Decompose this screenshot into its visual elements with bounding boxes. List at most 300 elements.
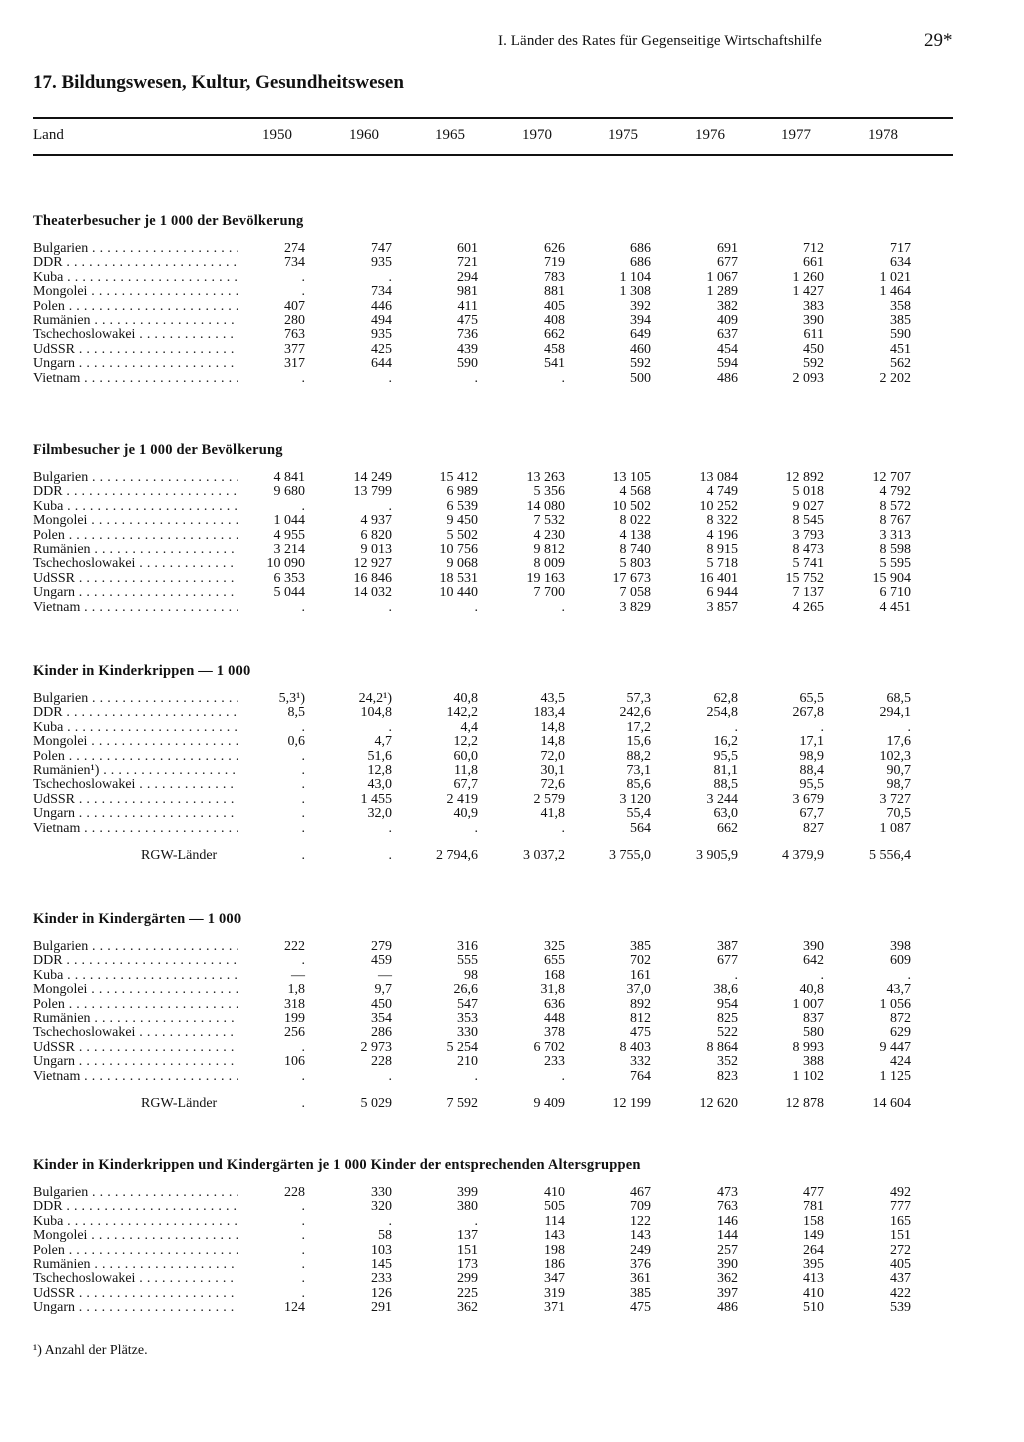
table-cell: 592 [803,356,824,372]
table-top-rule [33,117,953,119]
table-cell: . [388,269,392,285]
table-cell: 500 [630,370,651,386]
table-cell: 12 927 [353,556,392,572]
table-cell: 439 [457,341,478,357]
table-cell: 9 068 [446,556,478,572]
running-head: I. Länder des Rates für Gegenseitige Wirtschaftshilfe [498,33,822,49]
table-cell: 12 620 [699,1095,738,1111]
table-cell: 7 058 [619,585,651,601]
table-cell: 935 [371,255,392,271]
table-cell: 279 [371,939,392,954]
table-cell: 1 087 [879,820,911,836]
table-cell: 390 [717,1256,738,1272]
table-cell: 4 841 [273,470,305,485]
table-cell: . [561,370,565,386]
table-cell: 13 105 [612,470,651,485]
table-row [33,285,953,299]
table-cell: . [820,719,824,735]
table-cell: . [561,599,565,615]
table-cell: 2 202 [879,370,911,386]
table-cell: 40,8 [799,982,824,998]
page-number: 29* [924,30,953,51]
table-cell: 390 [803,312,824,328]
table-cell: . [301,791,305,807]
table-cell: 3 214 [273,541,305,557]
table-cell: 1 007 [792,996,824,1012]
table-row [33,778,953,792]
table-cell: 492 [890,1185,911,1200]
table-cell: 60,0 [453,748,478,764]
table-cell: 629 [890,1025,911,1041]
country-label: Mongolei . . . [33,514,238,528]
table-cell: 126 [371,1285,392,1301]
table-cell: . [561,1068,565,1084]
table-cell: . [301,599,305,615]
table-row [33,1244,953,1258]
table-row [33,1215,953,1229]
table-cell: 580 [803,1025,824,1041]
table-cell: 63,0 [713,806,738,822]
table-cell: 4 138 [619,527,651,543]
country-label: UdSSR . . . [33,1041,238,1055]
table-cell: 72,0 [540,748,565,764]
table-cell: . [561,820,565,836]
table-cell: 409 [717,312,738,328]
country-label: Rumänien . . . [33,1012,238,1026]
table-cell: 380 [457,1199,478,1215]
table-cell: . [388,847,392,863]
total-row [33,1097,953,1111]
table-cell: 15,6 [626,734,651,750]
table-cell: 144 [717,1228,738,1244]
table-cell: . [388,1068,392,1084]
table-cell: 383 [803,298,824,314]
section-title: Theaterbesucher je 1 000 der Bevölkerung [33,213,304,229]
table-cell: 124 [284,1300,305,1316]
table-cell: . [474,599,478,615]
table-cell: 228 [284,1185,305,1200]
table-cell: 413 [803,1271,824,1287]
table-cell: 12 878 [785,1095,824,1111]
table-row [33,735,953,749]
table-cell: . [388,1213,392,1229]
table-cell: . [301,1285,305,1301]
table-row [33,1301,953,1315]
table-cell: 4 749 [706,484,738,500]
country-label: Vietnam . . . [33,601,238,615]
table-cell: 330 [457,1025,478,1041]
table-cell: 475 [630,1025,651,1041]
table-cell: 3 037,2 [523,847,565,863]
country-label: Mongolei . . . [33,1229,238,1243]
section-title: Kinder in Kinderkrippen und Kindergärten je 1 000 Kinder der entsprechenden Altersgruppen [33,1157,641,1173]
table-cell: 392 [630,298,651,314]
table-cell: 410 [803,1285,824,1301]
table-row [33,572,953,586]
table-cell: . [388,599,392,615]
table-cell: 644 [371,356,392,372]
column-header-year: 1977 [781,127,811,143]
table-row [33,1012,953,1026]
column-header-land: Land [33,127,64,143]
table-cell: 712 [803,241,824,256]
country-label: Rumänien . . . [33,314,238,328]
table-cell: 454 [717,341,738,357]
table-cell: 8 403 [619,1039,651,1055]
table-cell: 11,8 [454,762,478,778]
country-label: Ungarn . . . [33,586,238,600]
table-cell: 67,7 [453,777,478,793]
table-cell: 55,4 [626,806,651,822]
table-row [33,485,953,499]
table-cell: 601 [457,241,478,256]
table-cell: 451 [890,341,911,357]
table-cell: 686 [630,255,651,271]
table-cell: 4 265 [792,599,824,615]
page-title: 17. Bildungswesen, Kultur, Gesundheitswesen [33,72,404,93]
table-cell: 473 [717,1185,738,1200]
table-cell: 4,7 [374,734,392,750]
section-title: Filmbesucher je 1 000 der Bevölkerung [33,442,283,458]
country-label: UdSSR . . . [33,793,238,807]
table-cell: 872 [890,1010,911,1026]
column-header-year: 1978 [868,127,898,143]
table-cell: 399 [457,1185,478,1200]
table-cell: 98,9 [799,748,824,764]
table-cell: 88,2 [626,748,651,764]
table-cell: 14 032 [353,585,392,601]
table-row [33,1041,953,1055]
table-cell: 14 249 [353,470,392,485]
table-cell: 649 [630,327,651,343]
table-cell: 662 [717,820,738,836]
table-cell: 316 [457,939,478,954]
table-cell: . [301,1271,305,1287]
table-cell: 3 120 [619,791,651,807]
table-cell: 5 556,4 [869,847,911,863]
column-header-year: 1970 [522,127,552,143]
table-cell: 18 531 [439,570,478,586]
table-section [33,213,953,386]
table-cell: 9 450 [446,513,478,529]
table-cell: 747 [371,241,392,256]
table-cell: 477 [803,1185,824,1200]
table-cell: 376 [630,1256,651,1272]
table-row [33,256,953,270]
table-row [33,1272,953,1286]
table-cell: 8 740 [619,541,651,557]
country-label: Rumänien¹) . . . [33,764,238,778]
table-cell: . [474,1068,478,1084]
table-cell: 371 [544,1300,565,1316]
table-cell: 228 [371,1054,392,1070]
table-cell: . [734,967,738,983]
table-cell: 6 820 [360,527,392,543]
table-row [33,372,953,386]
table-cell: 10 440 [439,585,478,601]
table-cell: 137 [457,1228,478,1244]
table-cell: 459 [371,953,392,969]
table-cell: 385 [630,939,651,954]
table-cell: 198 [544,1242,565,1258]
table-cell: 407 [284,298,305,314]
footnote: ¹) Anzahl der Plätze. [33,1343,148,1358]
table-cell: 5 254 [446,1039,478,1055]
table-cell: 3 857 [706,599,738,615]
table-cell: . [301,1242,305,1258]
table-cell: 4 937 [360,513,392,529]
table-cell: 145 [371,1256,392,1272]
table-section [33,663,953,863]
table-cell: 7 532 [533,513,565,529]
table-cell: 65,5 [799,691,824,706]
table-cell: 1 021 [879,269,911,285]
country-label: RGW-Länder [141,1096,218,1111]
table-cell: 158 [803,1213,824,1229]
table-cell: . [301,847,305,863]
table-cell: 13 084 [699,470,738,485]
table-cell: 43,5 [540,691,565,706]
column-header-year: 1976 [695,127,725,143]
country-label: Bulgarien . . . [33,940,238,954]
table-cell: 8 572 [879,498,911,514]
table-cell: 41,8 [540,806,565,822]
table-cell: 286 [371,1025,392,1041]
table-cell: 98,7 [886,777,911,793]
table-cell: 450 [803,341,824,357]
table-cell: 385 [890,312,911,328]
table-cell: . [301,953,305,969]
table-cell: 186 [544,1256,565,1272]
table-cell: 1 464 [879,284,911,300]
table-cell: 114 [544,1213,565,1229]
table-cell: 541 [544,356,565,372]
table-cell: 446 [371,298,392,314]
table-cell: 17 673 [612,570,651,586]
table-cell: 4 955 [273,527,305,543]
table-cell: 1 289 [706,284,738,300]
table-cell: 72,6 [540,777,565,793]
table-cell: 15 904 [872,570,911,586]
table-cell: 38,6 [713,982,738,998]
table-cell: 67,7 [799,806,824,822]
table-cell: 17,1 [799,734,824,750]
table-cell: 825 [717,1010,738,1026]
column-header-year: 1950 [262,127,292,143]
table-cell: 9,7 [374,982,392,998]
table-cell: 40,9 [453,806,478,822]
table-cell: 12 707 [872,470,911,485]
table-cell: 8 473 [792,541,824,557]
table-cell: 8 864 [706,1039,738,1055]
column-header-year: 1965 [435,127,465,143]
country-label: DDR . . . [33,256,238,270]
table-cell: 677 [717,953,738,969]
table-row [33,529,953,543]
table-cell: . [301,777,305,793]
table-cell: 935 [371,327,392,343]
table-cell: 142,2 [446,705,478,721]
section-title: Kinder in Kinderkrippen — 1 000 [33,663,251,679]
table-cell: 717 [890,241,911,256]
table-cell: 12,2 [453,734,478,750]
table-cell: 702 [630,953,651,969]
table-cell: 8 767 [879,513,911,529]
country-label: Ungarn . . . [33,357,238,371]
country-label: Mongolei . . . [33,983,238,997]
table-cell: 85,6 [626,777,651,793]
table-cell: . [820,967,824,983]
table-cell: 40,8 [453,691,478,706]
table-cell: 90,7 [886,762,911,778]
table-row [33,357,953,371]
table-cell: 1 455 [360,791,392,807]
table-cell: 781 [803,1199,824,1215]
table-row [33,1287,953,1301]
table-row [33,1070,953,1084]
table-row [33,328,953,342]
country-label: Ungarn . . . [33,1301,238,1315]
table-cell: 397 [717,1285,738,1301]
table-cell: 736 [457,327,478,343]
table-cell: 32,0 [367,806,392,822]
table-cell: 1 102 [792,1068,824,1084]
table-cell: 62,8 [713,691,738,706]
table-cell: 95,5 [799,777,824,793]
table-cell: 88,5 [713,777,738,793]
table-cell: 183,4 [533,705,565,721]
table-cell: 388 [803,1054,824,1070]
table-row [33,983,953,997]
table-cell: 51,6 [367,748,392,764]
table-cell: 3 313 [879,527,911,543]
table-cell: 294,1 [879,705,911,721]
table-cell: 4 792 [879,484,911,500]
country-label: DDR . . . [33,954,238,968]
table-cell: 5 502 [446,527,478,543]
table-cell: 143 [630,1228,651,1244]
table-row [33,557,953,571]
table-cell: 2 973 [360,1039,392,1055]
table-cell: 823 [717,1068,738,1084]
table-cell: 4,4 [460,719,478,735]
table-cell: 103 [371,1242,392,1258]
table-cell: 458 [544,341,565,357]
table-cell: . [734,719,738,735]
country-label: Tschechoslowakei . . . [33,1026,238,1040]
table-cell: 8,5 [287,705,305,721]
table-cell: 4 568 [619,484,651,500]
table-cell: 6 702 [533,1039,565,1055]
table-cell: 210 [457,1054,478,1070]
table-cell: 317 [284,356,305,372]
country-label: Kuba . . . [33,1215,238,1229]
table-cell: 611 [803,327,824,343]
table-cell: 6 353 [273,570,305,586]
table-cell: 10 756 [439,541,478,557]
table-cell: 280 [284,312,305,328]
table-row [33,1258,953,1272]
table-cell: 467 [630,1185,651,1200]
table-cell: 1 125 [879,1068,911,1084]
table-cell: 168 [544,967,565,983]
table-cell: . [301,1068,305,1084]
table-cell: 233 [544,1054,565,1070]
country-label: DDR . . . [33,706,238,720]
table-cell: 677 [717,255,738,271]
table-cell: . [301,820,305,836]
table-cell: 562 [890,356,911,372]
table-cell: 8 009 [533,556,565,572]
table-cell: 151 [457,1242,478,1258]
table-cell: 7 592 [446,1095,478,1111]
table-cell: 30,1 [540,762,565,778]
table-cell: . [301,1199,305,1215]
table-row [33,586,953,600]
country-label: UdSSR . . . [33,572,238,586]
table-cell: 475 [457,312,478,328]
table-cell: 13 799 [353,484,392,500]
table-cell: 149 [803,1228,824,1244]
table-cell: 5 044 [273,585,305,601]
table-cell: 592 [630,356,651,372]
table-cell: 26,6 [453,982,478,998]
table-cell: 555 [457,953,478,969]
country-label: Polen . . . [33,1244,238,1258]
table-row [33,1229,953,1243]
table-cell: 881 [544,284,565,300]
table-cell: 31,8 [540,982,565,998]
table-cell: 6 989 [446,484,478,500]
table-cell: 734 [284,255,305,271]
table-cell: 981 [457,284,478,300]
table-cell: 4 230 [533,527,565,543]
table-cell: 3 829 [619,599,651,615]
table-cell: 5 029 [360,1095,392,1111]
table-cell: 14,8 [540,719,565,735]
table-cell: . [388,719,392,735]
table-header-rule [33,154,953,156]
table-row [33,822,953,836]
country-label: Ungarn . . . [33,807,238,821]
table-cell: 2 579 [533,791,565,807]
table-row [33,1055,953,1069]
table-cell: 661 [803,255,824,271]
table-cell: 9 409 [533,1095,565,1111]
country-label: UdSSR . . . [33,1287,238,1301]
table-cell: 2 419 [446,791,478,807]
country-label: Tschechoslowakei . . . [33,1272,238,1286]
table-cell: 424 [890,1054,911,1070]
table-cell: 102,3 [879,748,911,764]
table-cell: 10 090 [266,556,305,572]
table-cell: 777 [890,1199,911,1215]
table-cell: 3 679 [792,791,824,807]
table-cell: 3 755,0 [609,847,651,863]
table-cell: 267,8 [792,705,824,721]
table-cell: 14 604 [872,1095,911,1111]
country-label: Vietnam . . . [33,822,238,836]
table-cell: 5 018 [792,484,824,500]
table-cell: 460 [630,341,651,357]
table-cell: 9 013 [360,541,392,557]
table-cell: 8 322 [706,513,738,529]
table-cell: 539 [890,1300,911,1316]
table-cell: 763 [717,1199,738,1215]
table-cell: 522 [717,1025,738,1041]
table-cell: 5 803 [619,556,651,572]
table-row [33,807,953,821]
